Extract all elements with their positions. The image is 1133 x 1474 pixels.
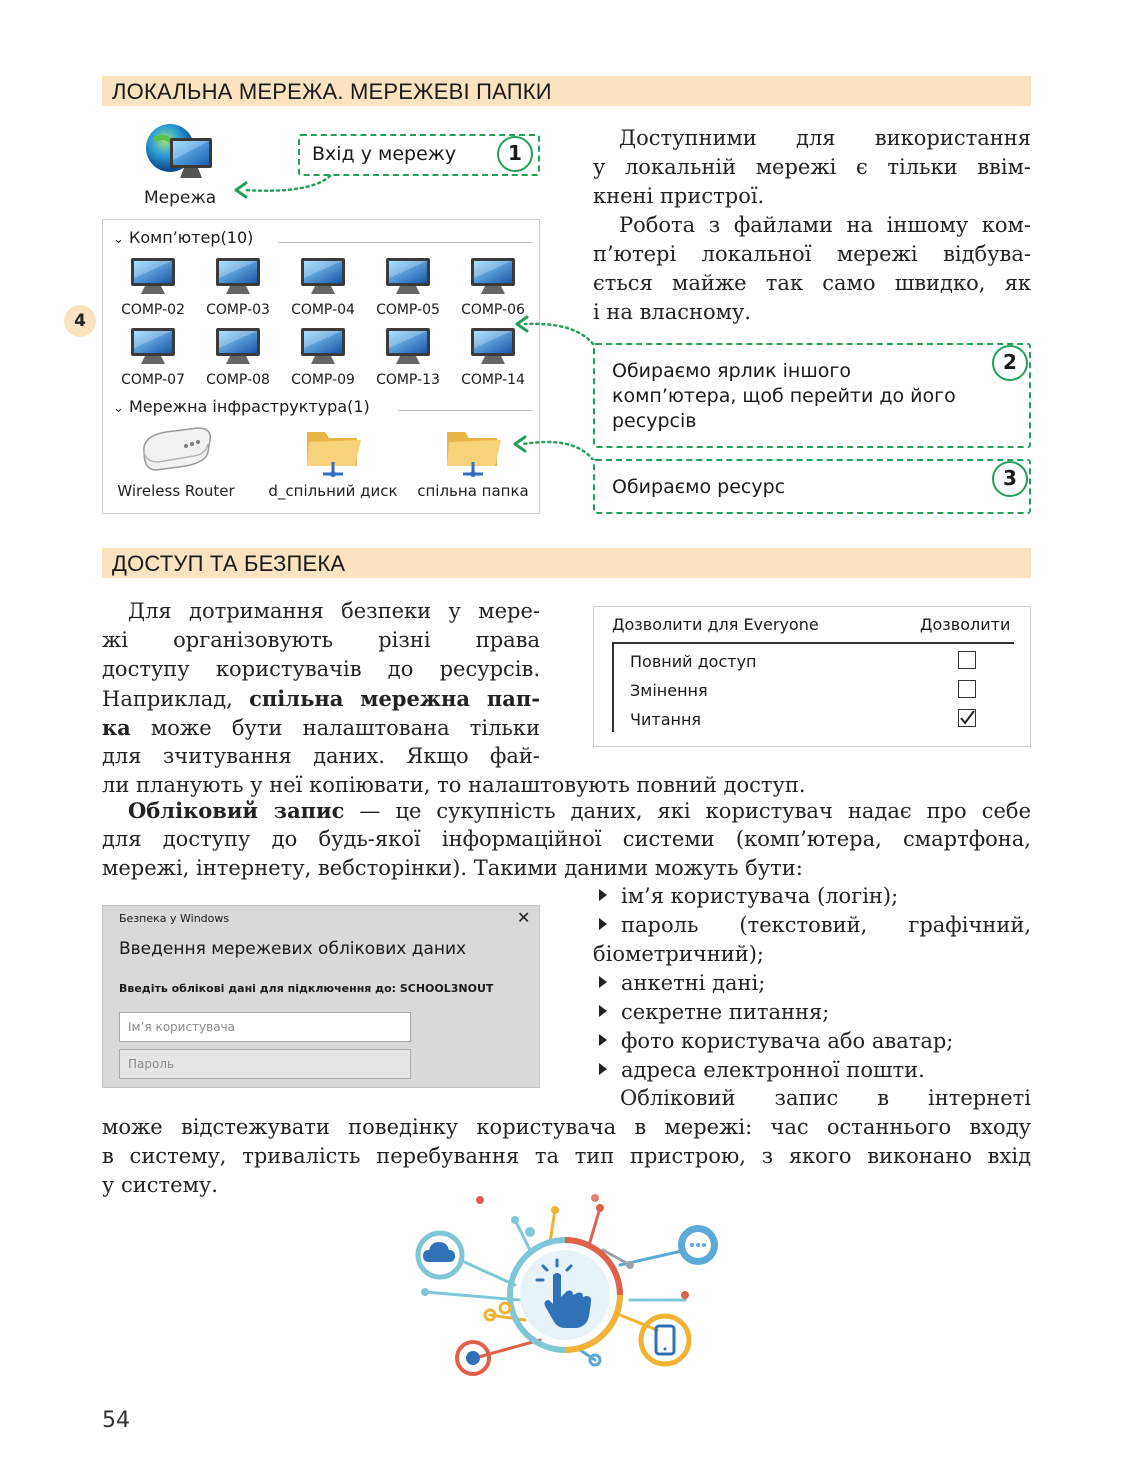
callout-choose-resource bbox=[593, 459, 1031, 514]
bullet-triangle-icon bbox=[599, 976, 607, 988]
full-access-checkbox[interactable] bbox=[958, 651, 976, 669]
computer-item[interactable] bbox=[198, 326, 278, 388]
list-item bbox=[593, 1056, 1031, 1085]
text-line: Доступними для використання bbox=[619, 126, 1031, 150]
section-header-access-security bbox=[102, 548, 1031, 578]
list-item-text: фото користувача або аватар; bbox=[621, 1029, 954, 1053]
paragraph-security-l6 bbox=[102, 742, 540, 771]
callout-text: Обираємо ресурс bbox=[612, 476, 786, 498]
computer-item[interactable] bbox=[198, 256, 278, 318]
paragraph-tracking bbox=[620, 1084, 1031, 1113]
computer-label: COMP-09 bbox=[291, 372, 355, 388]
group-label: Мережна інфраструктура(1) bbox=[129, 397, 370, 416]
permissions-panel bbox=[593, 606, 1031, 747]
read-checkbox[interactable] bbox=[958, 709, 976, 727]
list-item-text: пароль (текстовий, графічний, bbox=[621, 913, 1031, 937]
text-line: Робота з файлами на іншому ком- bbox=[619, 213, 1031, 237]
step-number-3: 3 bbox=[992, 461, 1028, 497]
shared-folder-icon bbox=[303, 422, 363, 478]
bullet-triangle-icon bbox=[599, 889, 607, 901]
list-item bbox=[593, 969, 1031, 998]
text-line: може бути налаштована тільки bbox=[130, 716, 540, 740]
list-item bbox=[593, 998, 1031, 1027]
bold-term: спільна мережна пап- bbox=[249, 686, 540, 711]
computer-icon bbox=[297, 256, 349, 296]
text-line: Наприклад, bbox=[102, 687, 250, 711]
section-title: ДОСТУП ТА БЕЗПЕКА bbox=[112, 551, 346, 576]
close-icon[interactable]: ✕ bbox=[517, 908, 531, 927]
row-bracket bbox=[612, 642, 614, 732]
arrow-to-computers bbox=[505, 310, 600, 460]
bullet-triangle-icon bbox=[599, 918, 607, 930]
text-line: — це сукупність даних, які користувач надає про себе bbox=[344, 799, 1031, 823]
computer-item[interactable] bbox=[453, 256, 533, 318]
perm-row-label: Читання bbox=[630, 710, 702, 729]
text-line: п’ютері локальної мережі відбува- bbox=[593, 242, 1031, 266]
step-number-1: 1 bbox=[497, 136, 533, 172]
password-placeholder: Пароль bbox=[128, 1057, 175, 1071]
text-line: і на власному. bbox=[593, 300, 752, 324]
paragraph-security-l5 bbox=[102, 713, 540, 743]
paragraph-work-l3 bbox=[593, 269, 1031, 298]
dialog-prompt: Введіть облікові дані для підключення до: SCHOOL3NOUT bbox=[119, 982, 494, 995]
text-line: жі організовують різні права bbox=[102, 628, 540, 652]
text-line: може відстежувати поведінку користувача в мережі: час останнього входу bbox=[102, 1115, 1031, 1139]
bullet-triangle-icon bbox=[599, 1063, 607, 1075]
bullet-triangle-icon bbox=[599, 1005, 607, 1017]
computer-label: COMP-04 bbox=[291, 302, 355, 318]
shared-folder-label: спільна папка bbox=[417, 482, 529, 500]
paragraph-security-l2 bbox=[102, 626, 540, 655]
text-line: у локальній мережі є тільки ввім- bbox=[593, 155, 1031, 179]
computer-label: COMP-03 bbox=[206, 302, 270, 318]
paragraph-work bbox=[593, 211, 1031, 240]
paragraph-work-l2 bbox=[593, 240, 1031, 269]
paragraph-availability-l2 bbox=[593, 153, 1031, 182]
shared-disk-item[interactable] bbox=[263, 422, 403, 500]
chevron-down-icon: ⌄ bbox=[113, 232, 124, 247]
arrow-to-network-icon bbox=[230, 172, 340, 202]
text-line: для доступу до будь-якої інформаційної системи (комп’ютера, смартфона, bbox=[102, 827, 1031, 851]
checkmark-icon bbox=[959, 710, 975, 726]
computer-label: COMP-05 bbox=[376, 302, 440, 318]
computer-label: COMP-07 bbox=[121, 372, 185, 388]
list-item bbox=[593, 882, 1031, 911]
computer-item[interactable] bbox=[283, 326, 363, 388]
bullet-triangle-icon bbox=[599, 1034, 607, 1046]
computer-label: COMP-13 bbox=[376, 372, 440, 388]
group-label: Комп’ютер(10) bbox=[129, 228, 254, 247]
chevron-down-icon: ⌄ bbox=[113, 401, 124, 416]
paragraph-security-l4 bbox=[102, 684, 540, 714]
list-item-text: анкетні дані; bbox=[621, 971, 766, 995]
text-line: у систему. bbox=[102, 1173, 218, 1197]
modify-checkbox[interactable] bbox=[958, 680, 976, 698]
network-touch-illustration bbox=[405, 1190, 735, 1380]
computer-icon bbox=[467, 256, 519, 296]
list-item bbox=[593, 911, 1031, 940]
paragraph-security-l3 bbox=[102, 655, 540, 684]
paragraph-work-l4 bbox=[593, 298, 1031, 327]
paragraph-availability-l3 bbox=[593, 182, 1031, 211]
page-number: 54 bbox=[102, 1408, 130, 1433]
callout-text: Вхід у мережу bbox=[312, 143, 457, 165]
password-input[interactable] bbox=[119, 1049, 411, 1079]
dialog-title: Безпека у Windows bbox=[119, 912, 230, 925]
header-divider bbox=[612, 642, 1014, 644]
computer-item[interactable] bbox=[113, 326, 193, 388]
callout-text: Обираємо ярлик іншого bbox=[612, 360, 851, 382]
text-line: мережі, інтернету, вебсторінки). Такими даними можуть бути: bbox=[102, 856, 803, 880]
callout-text: комп’ютера, щоб перейти до його bbox=[612, 385, 956, 407]
paragraph-account-l2 bbox=[102, 825, 1031, 854]
wireless-router-item[interactable] bbox=[111, 422, 241, 500]
group-computers-header[interactable] bbox=[113, 228, 253, 247]
paragraph-tracking-l3 bbox=[102, 1142, 1031, 1171]
computer-label: COMP-06 bbox=[461, 302, 525, 318]
bold-term: ка bbox=[102, 715, 131, 740]
section-title: ЛОКАЛЬНА МЕРЕЖА. МЕРЕЖЕВІ ПАПКИ bbox=[112, 79, 552, 104]
username-input[interactable] bbox=[119, 1012, 411, 1042]
computer-icon bbox=[127, 326, 179, 366]
computer-item[interactable] bbox=[368, 256, 448, 318]
computer-item[interactable] bbox=[283, 256, 363, 318]
computer-icon bbox=[212, 256, 264, 296]
text-line: ли планують у неї копіювати, то налаштовують повний доступ. bbox=[102, 773, 806, 797]
list-item bbox=[593, 1027, 1031, 1056]
text-line: кнені пристрої. bbox=[593, 184, 765, 208]
side-number-badge: 4 bbox=[64, 305, 96, 337]
network-explorer-panel bbox=[102, 219, 540, 514]
group-infrastructure-header[interactable] bbox=[113, 397, 370, 416]
paragraph-tracking-l2 bbox=[102, 1113, 1031, 1142]
computer-icon bbox=[382, 256, 434, 296]
callout-choose-computer bbox=[593, 343, 1031, 448]
computer-icon bbox=[382, 326, 434, 366]
bold-term: Обліковий запис bbox=[128, 798, 345, 823]
computer-icon bbox=[127, 256, 179, 296]
computer-label: COMP-02 bbox=[121, 302, 185, 318]
network-icon-label: Мережа bbox=[144, 188, 217, 208]
router-icon bbox=[136, 422, 216, 474]
paragraph-account-l3 bbox=[102, 854, 1031, 883]
text-line: ється майже так само швидко, як bbox=[593, 271, 1031, 295]
network-globe-icon[interactable] bbox=[140, 120, 222, 190]
computer-item[interactable] bbox=[368, 326, 448, 388]
account-data-list bbox=[593, 882, 1031, 1085]
permissions-header-right: Дозволити bbox=[920, 615, 1011, 634]
paragraph-account bbox=[102, 796, 1031, 826]
perm-row-label: Повний доступ bbox=[630, 652, 757, 671]
username-placeholder: Ім’я користувача bbox=[128, 1020, 236, 1034]
list-item-text: ім’я користувача (логін); bbox=[621, 884, 899, 908]
list-item-continuation bbox=[593, 940, 1031, 969]
computer-label: COMP-14 bbox=[461, 372, 525, 388]
computer-item[interactable] bbox=[113, 256, 193, 318]
computer-icon bbox=[297, 326, 349, 366]
text-line: Для дотримання безпеки у мере- bbox=[128, 599, 540, 623]
step-number-2: 2 bbox=[992, 345, 1028, 381]
callout-text: ресурсів bbox=[612, 410, 697, 432]
permissions-header-left: Дозволити для Everyone bbox=[612, 615, 819, 634]
paragraph-security bbox=[102, 597, 540, 626]
dialog-heading: Введення мережевих облікових даних bbox=[119, 939, 467, 959]
shared-disk-label: d_спільний диск bbox=[268, 482, 398, 500]
paragraph-availability bbox=[593, 124, 1031, 153]
text-line: для зчитування даних. Якщо фай- bbox=[102, 744, 540, 768]
list-item-text: адреса електронної пошти. bbox=[621, 1058, 925, 1082]
shared-folder-icon bbox=[443, 422, 503, 478]
section-header-local-network bbox=[102, 76, 1031, 106]
perm-row-label: Змінення bbox=[630, 681, 708, 700]
windows-security-dialog bbox=[102, 905, 540, 1088]
text-line: Обліковий запис в інтернеті bbox=[620, 1086, 1031, 1110]
list-item-text: біометричний); bbox=[593, 942, 764, 966]
group-divider bbox=[278, 242, 533, 243]
text-line: в систему, тривалість перебування та тип пристрою, з якого виконано вхід bbox=[102, 1144, 1031, 1168]
list-item-text: секретне питання; bbox=[621, 1000, 830, 1024]
computer-icon bbox=[212, 326, 264, 366]
router-label: Wireless Router bbox=[117, 482, 235, 500]
text-line: доступу користувачів до ресурсів. bbox=[102, 657, 540, 681]
computer-label: COMP-08 bbox=[206, 372, 270, 388]
